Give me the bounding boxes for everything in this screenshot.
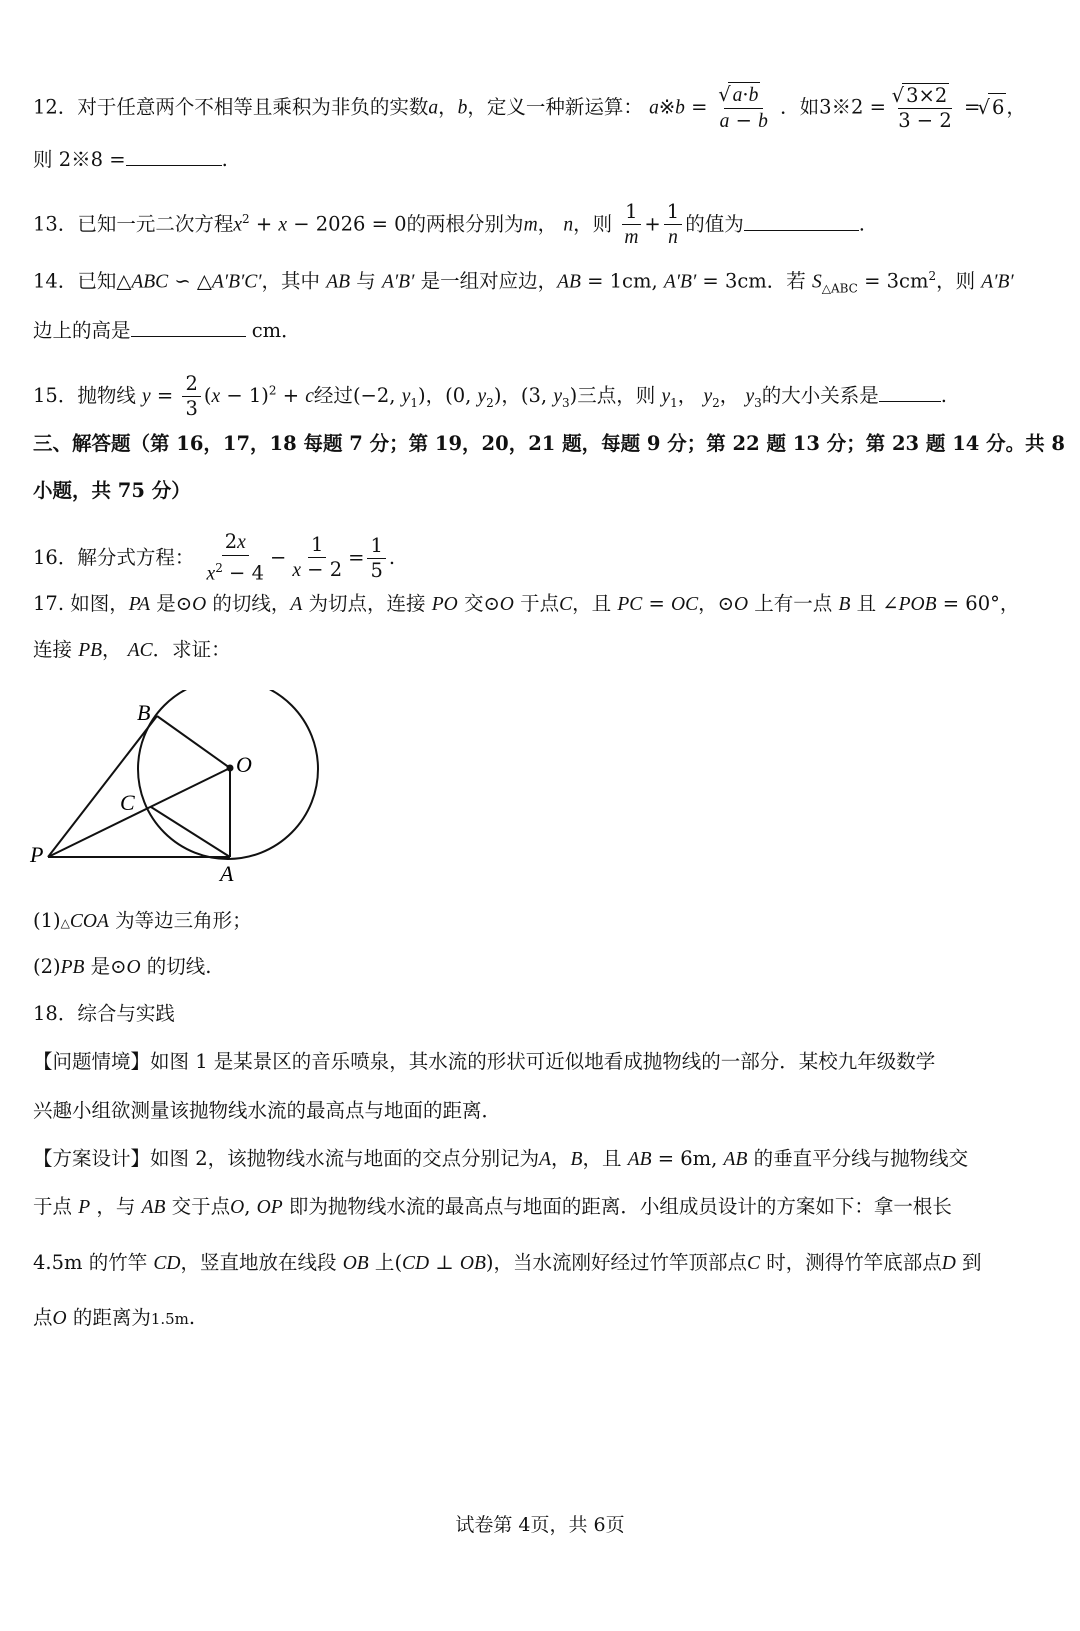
q18-para2-line4: 点O 的距离为1.5m. (33, 1306, 196, 1329)
q13-frac-m: $\frac{1}{m}$ (621, 200, 641, 250)
label-b: B (137, 700, 151, 725)
q17-line2: 连接 PB， AC．求证： (33, 638, 231, 661)
q18-title: 18．综合与实践 (33, 1002, 175, 1025)
q18-para2-line2: 于点 P ，与 AB 交于点O, OP 即为抛物线水流的最高点与地面的距离．小组成员设计的方案如下：拿一根长 (33, 1195, 952, 1218)
geometry-figure (20, 690, 340, 890)
q15-line: 15．抛物线 y = $\frac{2}{3}$ $(x - 1)^2 + c$经过(−2, $y_1$)，(0, $y_2$)，(3, $y_3$)三点，则 $y_1$， $y_2$， $y_3$的大小关系是 . (33, 372, 947, 420)
answer-blank (744, 210, 859, 231)
section-heading-cont: 小题，共 75 分） (33, 479, 191, 502)
q18-para2-line3: 4.5m 的竹竿 CD，竖直地放在线段 OB 上(CD ⊥ OB)，当水流刚好经过竹竿顶部点C 时，测得竹竿底部点D 到 (33, 1251, 982, 1274)
q13-frac-n: $\frac{1}{n}$ (664, 200, 682, 250)
page-footer: 试卷第 4页，共 6页 (455, 1514, 625, 1536)
label-a: A (220, 861, 234, 886)
label-p: P (30, 842, 44, 867)
label-o: O (236, 752, 252, 777)
q14-line1: 14．已知△ABC ∽ △A′B′C′，其中 AB 与 A′B′ 是一组对应边，AB = 1cm, A′B′ = 3cm．若 $S_{\triangle ABC} = 3cm^2$，则 A′B′ (33, 269, 1014, 296)
q16-frac2: $\frac{1}{x - 2}$ (292, 533, 343, 582)
answer-blank (126, 145, 222, 166)
answer-blank (131, 316, 246, 337)
q12-line1: 12．对于任意两个不相等且乘积为非负的实数a，b，定义一种新运算： a※b = √ $\frac{a\cdot b}{a - b}$ ．如3※2 = √ $\frac{3\times 2}{3 - 2}$ = √ 6 ， (33, 82, 1050, 134)
q16-frac3: $\frac{1}{5}$ (367, 534, 385, 583)
section-heading: 三、解答题（第 16，17，18 每题 7 分；第 19，20，21 题，每题 9 分；第 22 题 13 分；第 23 题 14 分。共 8 (33, 432, 1065, 455)
q12-example-fraction: √ $\frac{3\times 2}{3 - 2}$ (895, 83, 955, 133)
q16-frac1: $\frac{2x}{x^2 - 4}$ (206, 530, 264, 585)
q14-line2: 边上的高是 cm． (33, 316, 1050, 345)
q18-para1-line1: 【问题情境】如图 1 是某景区的音乐喷泉，其水流的形状可近似地看成抛物线的一部分．某校九年级数学 (33, 1050, 936, 1073)
q15-coef: $\frac{2}{3}$ (182, 372, 200, 421)
q16-line: 16．解分式方程： $\frac{2x}{x^2 - 4}$ − $\frac{1}{x - 2}$ = $\frac{1}{5}$ . (33, 530, 396, 585)
point-o (227, 765, 234, 772)
q18-para2-line1: 【方案设计】如图 2，该抛物线水流与地面的交点分别记为A，B，且 AB = 6m, AB 的垂直平分线与抛物线交 (33, 1147, 969, 1170)
q17-line1: 17. 如图，PA 是⊙O 的切线，A 为切点，连接 PO 交⊙O 于点C，且 PC = OC，⊙O 上有一点 B 且 ∠POB = 60°， (33, 592, 1020, 615)
circle-o (138, 690, 318, 859)
label-c: C (120, 790, 135, 815)
segment-ob (157, 716, 230, 768)
answer-blank (879, 381, 941, 402)
q12-def-fraction: √ $\frac{a\cdot b}{a - b}$ (717, 82, 771, 134)
q18-para1-line2: 兴趣小组欲测量该抛物线水流的最高点与地面的距离． (33, 1099, 502, 1122)
q17-part2: (2)PB 是⊙O 的切线. (33, 955, 212, 978)
q12-line2: 则 2※8 = . (33, 145, 1050, 174)
q17-part1: (1)△COA 为等边三角形； (33, 909, 252, 932)
q13-line: 13．已知一元二次方程$x^2 + x - 2026 = 0$的两根分别为m， n，则 $\frac{1}{m}$ + $\frac{1}{n}$ 的值为 . (33, 200, 865, 248)
